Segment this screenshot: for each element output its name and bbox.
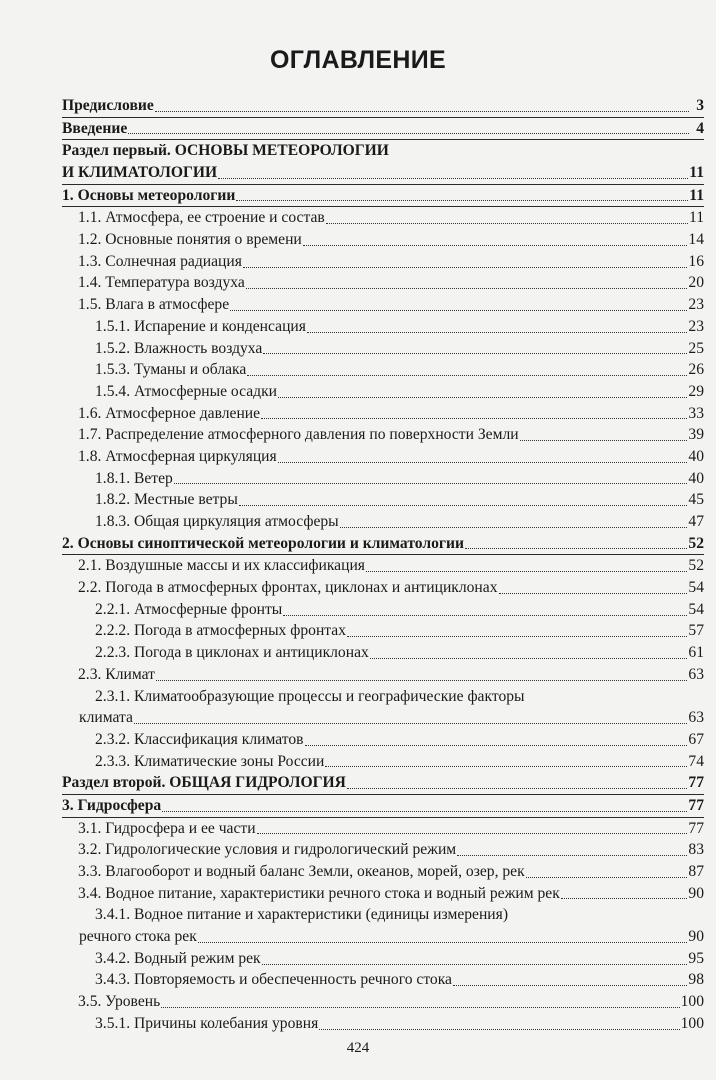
toc-entry-page: 52 [688, 534, 704, 552]
toc-entry-page: 77 [688, 796, 704, 814]
toc-entry [62, 381, 704, 403]
dot-leader [257, 833, 688, 834]
toc-entry-label: 1.7. Распределение атмосферного давления по поверхности Земли [78, 426, 519, 444]
table-of-contents [62, 95, 704, 1035]
dot-leader [499, 593, 688, 594]
toc-entry [62, 273, 704, 295]
toc-entry [62, 359, 704, 381]
toc-entry [62, 729, 704, 751]
dot-leader [246, 288, 688, 289]
toc-entry [62, 772, 704, 795]
toc-entry-label: 1.4. Температура воздуха [78, 274, 245, 292]
toc-entry-label: 1.2. Основные понятия о времени [78, 231, 302, 249]
toc-entry-page: 16 [688, 252, 704, 270]
dot-leader [261, 418, 687, 419]
dot-leader [326, 223, 688, 224]
dot-leader [283, 615, 687, 616]
dot-leader [347, 788, 687, 789]
toc-entry-page: 4 [696, 119, 704, 137]
dot-leader [457, 855, 687, 856]
toc-entry [62, 621, 704, 643]
toc-entry-label: 1.8.1. Ветер [95, 469, 173, 487]
toc-entry-label: Раздел второй. ОБЩАЯ ГИДРОЛОГИЯ [62, 774, 346, 792]
toc-entry-label: 3.5.1. Причины колебания уровня [95, 1014, 319, 1032]
dot-leader [239, 505, 688, 506]
toc-entry [62, 424, 704, 446]
dot-leader [162, 811, 687, 812]
toc-entry [62, 229, 704, 251]
toc-entry-page: 95 [688, 949, 704, 967]
dot-leader [370, 658, 688, 659]
toc-entry [62, 1013, 704, 1035]
dot-leader [453, 985, 687, 986]
dot-leader [520, 440, 688, 441]
toc-entry-label: 1.1. Атмосфера, ее строение и состав [78, 209, 325, 227]
toc-entry-page: 40 [688, 447, 704, 465]
toc-entry-label-continued: климата [79, 709, 133, 727]
dot-leader [278, 397, 687, 398]
dot-leader [247, 375, 687, 376]
toc-entry [62, 948, 704, 970]
toc-entry-label: 3.1. Гидросфера и ее части [78, 819, 256, 837]
toc-entry-label: 2. Основы синоптической метеорологии и климатологии [62, 534, 464, 552]
toc-entry [62, 118, 704, 141]
dot-leader [278, 462, 688, 463]
dot-leader [307, 332, 687, 333]
toc-entry-label-continued: И КЛИМАТОЛОГИИ [62, 164, 218, 182]
toc-entry-label-continued: речного стока рек [79, 928, 197, 946]
toc-entry [62, 818, 704, 840]
toc-entry-label: 1.6. Атмосферное давление [78, 404, 261, 422]
toc-entry [62, 970, 704, 992]
toc-entry [62, 468, 704, 490]
toc-entry-page: 23 [688, 296, 704, 314]
toc-entry [62, 839, 704, 861]
toc-entry-page: 98 [688, 971, 704, 989]
toc-entry-page: 67 [688, 730, 704, 748]
toc-entry-page: 45 [688, 491, 704, 509]
dot-leader [366, 571, 687, 572]
toc-entry-label: 2.3.1. Климатообразующие процессы и географические факторы [95, 687, 525, 705]
dot-leader [230, 310, 687, 311]
toc-entry [62, 511, 704, 533]
dot-leader [305, 745, 688, 746]
toc-entry [62, 991, 704, 1013]
dot-leader [262, 964, 688, 965]
toc-entry-label: 3.2. Гидрологические условия и гидрологический режим [78, 841, 457, 859]
toc-entry-page: 14 [688, 231, 704, 249]
toc-entry [62, 861, 704, 883]
toc-entry-label: 2.2.1. Атмосферные фронты [95, 600, 283, 618]
dot-leader [243, 267, 688, 268]
dot-leader [161, 1007, 679, 1008]
toc-entry [62, 316, 704, 338]
toc-entry-label: 2.3.2. Классификация климатов [95, 730, 304, 748]
toc-entry-label: 3.5. Уровень [78, 993, 161, 1011]
dot-leader [340, 527, 688, 528]
toc-entry [62, 795, 704, 818]
toc-entry-label: 2.1. Воздушные массы и их классификация [78, 557, 365, 575]
dot-leader [236, 200, 688, 201]
dot-leader [156, 680, 687, 681]
toc-entry-page: 63 [688, 665, 704, 683]
dot-leader [303, 245, 688, 246]
toc-entry-label: 1. Основы метеорологии [62, 186, 236, 204]
toc-entry-page: 57 [688, 622, 704, 640]
dot-leader [198, 942, 688, 943]
dot-leader [174, 483, 688, 484]
toc-entry [62, 140, 704, 184]
toc-entry-page: 83 [688, 841, 704, 859]
toc-entry-page: 77 [688, 774, 704, 792]
toc-entry-page: 11 [689, 186, 704, 204]
toc-entry [62, 904, 704, 947]
toc-entry-label: 3.4.2. Водный режим рек [95, 949, 261, 967]
toc-entry-label: 1.5.1. Испарение и конденсация [95, 317, 306, 335]
toc-entry-label: 1.8. Атмосферная циркуляция [78, 447, 277, 465]
toc-entry-label: 3.4.3. Повторяемость и обеспеченность речного стока [95, 971, 452, 989]
toc-entry-page: 63 [688, 709, 704, 727]
toc-entry-label: 3.3. Влагооборот и водный баланс Земли, океанов, морей, озер, рек [78, 863, 525, 881]
toc-entry [62, 883, 704, 905]
toc-entry-label: Введение [62, 119, 128, 137]
toc-entry-page: 23 [688, 317, 704, 335]
toc-entry-label: 2.3.3. Климатические зоны России [95, 752, 325, 770]
dot-leader [465, 548, 687, 549]
toc-entry-page: 11 [689, 164, 704, 182]
dot-leader [561, 898, 688, 899]
toc-entry-label: Предисловие [62, 96, 154, 114]
toc-entry-label: 1.5. Влага в атмосфере [78, 296, 230, 314]
dot-leader [319, 1029, 679, 1030]
toc-entry-page: 11 [688, 209, 704, 227]
toc-entry-label: 3.4.1. Водное питание и характеристики (единицы измерения) [95, 906, 509, 924]
toc-entry [62, 338, 704, 360]
toc-entry [62, 95, 704, 118]
toc-entry-page: 52 [688, 557, 704, 575]
toc-entry [62, 664, 704, 686]
toc-entry-page: 47 [688, 513, 704, 531]
toc-entry-page: 39 [688, 426, 704, 444]
dot-leader [128, 133, 689, 134]
toc-entry [62, 294, 704, 316]
page-title: ОГЛАВЛЕНИЕ [270, 46, 446, 74]
toc-entry-label: 1.5.2. Влажность воздуха [95, 339, 263, 357]
toc-entry [62, 251, 704, 273]
toc-entry [62, 533, 704, 556]
toc-entry [62, 446, 704, 468]
toc-entry-page: 100 [680, 1014, 704, 1032]
toc-entry-label: 3.4. Водное питание, характеристики речного стока и водный режим рек [78, 884, 560, 902]
toc-entry-label: 1.5.4. Атмосферные осадки [95, 382, 277, 400]
toc-entry [62, 686, 704, 729]
toc-entry-page: 54 [688, 600, 704, 618]
toc-entry-label: 2.2. Погода в атмосферных фронтах, циклонах и антициклонах [78, 579, 498, 597]
toc-entry [62, 185, 704, 208]
toc-entry [62, 751, 704, 773]
page-number-footer: 424 [346, 1040, 370, 1056]
toc-entry-label: 2.3. Климат [78, 665, 155, 683]
toc-entry-label: 2.2.3. Погода в циклонах и антициклонах [95, 644, 369, 662]
dot-leader [155, 111, 689, 112]
toc-entry-page: 29 [688, 382, 704, 400]
toc-entry-page: 74 [688, 752, 704, 770]
toc-entry [62, 642, 704, 664]
toc-entry-page: 100 [680, 993, 704, 1011]
toc-entry-page: 3 [696, 96, 704, 114]
toc-entry [62, 207, 704, 229]
toc-entry-label: Раздел первый. ОСНОВЫ МЕТЕОРОЛОГИИ [62, 142, 389, 160]
toc-entry-page: 20 [688, 274, 704, 292]
toc-entry-label: 1.8.3. Общая циркуляция атмосферы [95, 513, 339, 531]
toc-entry-page: 77 [688, 819, 704, 837]
dot-leader [134, 723, 687, 724]
dot-leader [263, 353, 687, 354]
dot-leader [526, 877, 688, 878]
toc-entry [62, 403, 704, 425]
dot-leader [347, 636, 687, 637]
toc-entry [62, 555, 704, 577]
toc-entry-page: 87 [688, 863, 704, 881]
toc-entry-page: 90 [688, 928, 704, 946]
toc-entry-page: 33 [688, 404, 704, 422]
toc-entry-label: 2.2.2. Погода в атмосферных фронтах [95, 622, 347, 640]
toc-entry [62, 577, 704, 599]
toc-entry [62, 489, 704, 511]
toc-entry-label: 1.5.3. Туманы и облака [95, 361, 247, 379]
toc-entry-page: 61 [688, 644, 704, 662]
toc-entry [62, 599, 704, 621]
toc-entry-label: 1.3. Солнечная радиация [78, 252, 242, 270]
toc-entry-page: 90 [688, 884, 704, 902]
toc-entry-page: 54 [688, 579, 704, 597]
toc-entry-page: 25 [688, 339, 704, 357]
dot-leader [325, 766, 687, 767]
toc-entry-page: 40 [688, 469, 704, 487]
toc-entry-page: 26 [688, 361, 704, 379]
toc-entry-label: 1.8.2. Местные ветры [95, 491, 238, 509]
dot-leader [218, 178, 688, 179]
toc-entry-label: 3. Гидросфера [62, 796, 162, 814]
